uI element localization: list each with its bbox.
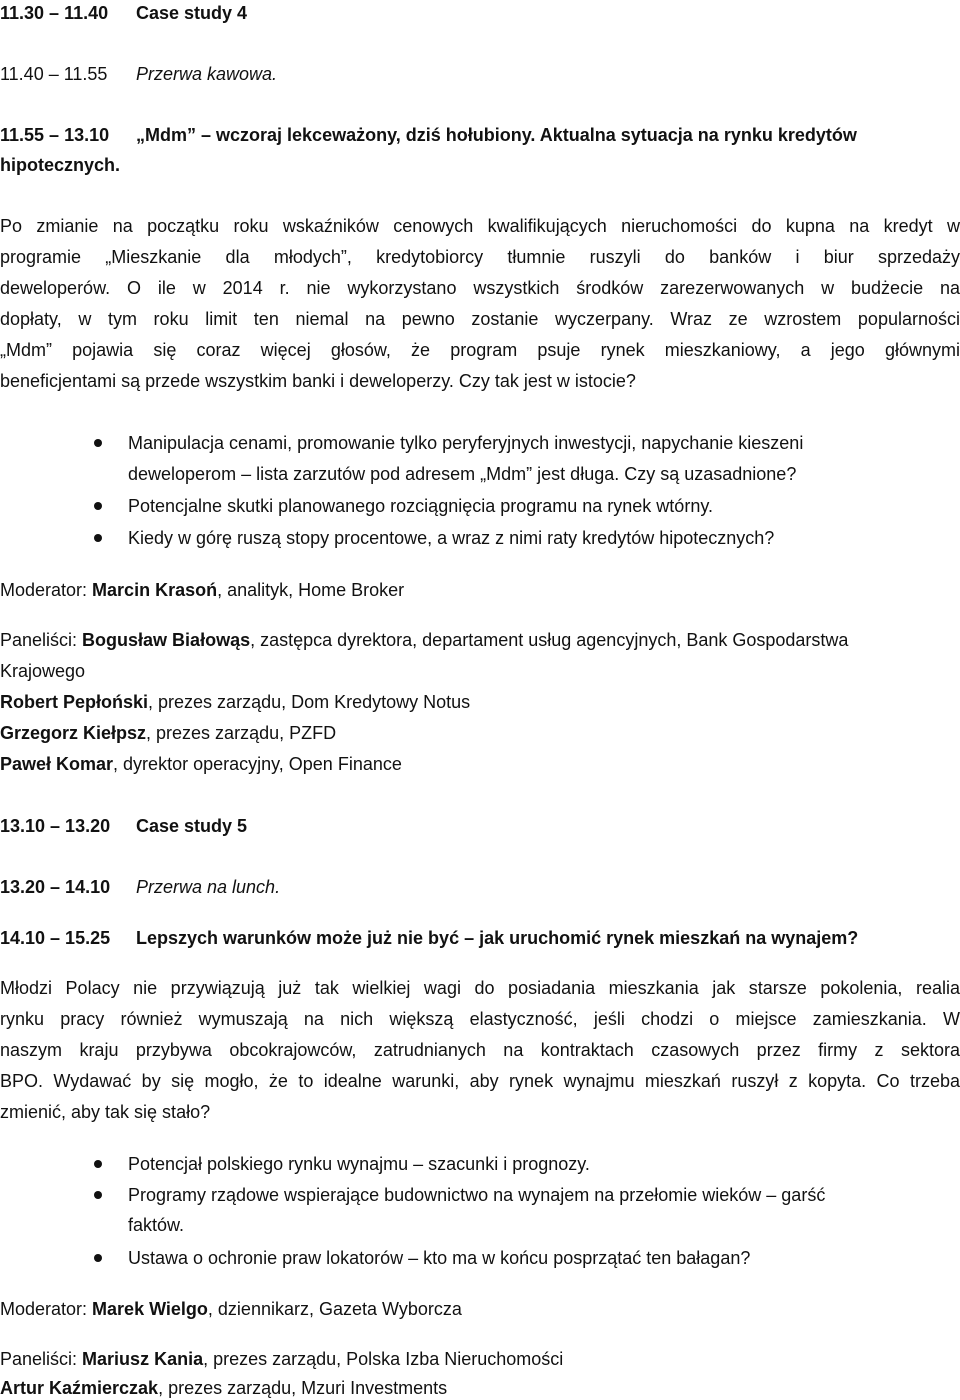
list-item-text: Manipulacja cenami, promowanie tylko peryferyjnych inwestycji, napychanie kieszeni <box>128 433 804 453</box>
bullet-icon <box>94 1191 102 1199</box>
list-item-text: faktów. <box>128 1215 185 1235</box>
panelists-label: Paneliści: <box>0 1349 83 1369</box>
list-item <box>0 431 960 455</box>
agenda-item-lunch-break <box>0 875 280 899</box>
moderator-role: , dziennikarz, Gazeta Wyborcza <box>207 1299 462 1319</box>
list-item <box>0 1152 960 1176</box>
panelist-line <box>0 721 336 745</box>
panelist-line <box>0 628 848 652</box>
paragraph-line: dopłaty, w tym roku limit ten niemal na pewno zostanie wyczerpany. Wraz ze wzrostem popularności <box>0 309 960 329</box>
agenda-title: Lepszych warunków może już nie być – jak uruchomić rynek mieszkań na wynajem? <box>136 928 859 948</box>
paragraph-line: rynku pracy również wymuszają na nich większą elastyczność, jeśli chodzi o miejsce zamieszkania. W <box>0 1009 960 1029</box>
paragraph-line: BPO. Wydawać by się mogło, że to idealne warunki, aby rynek wynajmu mieszkań ruszył z kopyta. Co trzeba <box>0 1071 960 1091</box>
agenda-time: 11.40 – 11.55 <box>0 64 108 84</box>
panelist-role: , zastępca dyrektora, departament usług agencyjnych, Bank Gospodarstwa <box>250 630 849 650</box>
agenda-title: „Mdm” – wczoraj lekceważony, dziś hołubiony. Aktualna sytuacja na rynku kredytów <box>136 125 857 145</box>
agenda-title-continuation: hipotecznych. <box>0 155 121 175</box>
agenda-title: Przerwa kawowa. <box>136 64 278 84</box>
list-item-text: Kiedy w górę ruszą stopy procentowe, a wraz z nimi raty kredytów hipotecznych? <box>128 528 775 548</box>
paragraph-line: Po zmianie na początku roku wskaźników cenowych kwalifikujących nieruchomości do kupna na kredyt w <box>0 216 960 236</box>
agenda-item-case-study-4 <box>0 1 247 25</box>
bullet-icon <box>94 439 102 447</box>
moderator-name: Marek Wielgo <box>92 1299 208 1319</box>
paragraph-line: „Mdm” pojawia się coraz więcej głosów, że program psuje rynek mieszkaniowy, a jego głównymi <box>0 340 960 360</box>
agenda-item-rental-market <box>0 926 858 950</box>
list-item <box>0 494 960 518</box>
panelist-line <box>0 752 402 776</box>
bullet-icon <box>94 534 102 542</box>
moderator-line <box>0 1297 462 1321</box>
list-item <box>0 1183 960 1207</box>
panelist-name: Robert Pepłoński <box>0 692 149 712</box>
agenda-time: 14.10 – 15.25 <box>0 928 111 948</box>
panelists-label: Paneliści: <box>0 630 83 650</box>
panelist-name: Mariusz Kania <box>82 1349 204 1369</box>
agenda-item-coffee-break <box>0 62 277 86</box>
panelist-name: Bogusław Białowąs <box>82 630 251 650</box>
list-item-text: Potencjał polskiego rynku wynajmu – szacunki i prognozy. <box>128 1154 590 1174</box>
paragraph-line: Młodzi Polacy nie przywiązują już tak wielkiej wagi do posiadania mieszkania jak starsze pokolenia, realia <box>0 978 960 998</box>
paragraph-line: zmienić, aby tak się stało? <box>0 1102 211 1122</box>
agenda-title: Przerwa na lunch. <box>136 877 281 897</box>
paragraph-line: deweloperów. O ile w 2014 r. nie wykorzystano wszystkich środków zarezerwowanych w budżecie na <box>0 278 960 298</box>
list-item <box>0 1246 960 1270</box>
agenda-item-mdm-title <box>0 123 857 147</box>
agenda-item-case-study-5 <box>0 814 247 838</box>
agenda-title: Case study 4 <box>136 3 248 23</box>
list-item-text: Programy rządowe wspierające budownictwo na wynajem na przełomie wieków – garść <box>128 1185 826 1205</box>
panelist-role: , prezes zarządu, PZFD <box>146 723 337 743</box>
list-item-continuation <box>0 462 960 486</box>
list-item-text: Potencjalne skutki planowanego rozciągnięcia programu na rynek wtórny. <box>128 496 713 516</box>
list-item <box>0 526 960 550</box>
panelist-name: Artur Kaźmierczak <box>0 1378 159 1398</box>
agenda-time: 13.20 – 14.10 <box>0 877 111 897</box>
panelist-line <box>0 1376 447 1400</box>
moderator-line <box>0 578 404 602</box>
panelist-role: , prezes zarządu, Polska Izba Nieruchomości <box>203 1349 564 1369</box>
agenda-title: Case study 5 <box>136 816 248 836</box>
paragraph-line: programie „Mieszkanie dla młodych”, kredytobiorcy tłumnie ruszyli do banków i biur sprzedaży <box>0 247 960 267</box>
paragraph-line: beneficjentami są przede wszystkim banki i deweloperzy. Czy tak jest w istocie? <box>0 371 636 391</box>
moderator-name: Marcin Krasoń <box>92 580 218 600</box>
panelist-line <box>0 1347 563 1371</box>
bullet-icon <box>94 1160 102 1168</box>
bullet-icon <box>94 502 102 510</box>
moderator-label: Moderator: <box>0 580 93 600</box>
panelist-name: Paweł Komar <box>0 754 114 774</box>
list-item-text: Ustawa o ochronie praw lokatorów – kto ma w końcu posprzątać ten bałagan? <box>128 1248 751 1268</box>
moderator-role: , analityk, Home Broker <box>217 580 405 600</box>
agenda-time: 11.55 – 13.10 <box>0 125 110 145</box>
agenda-time: 11.30 – 11.40 <box>0 3 109 23</box>
panelist-line <box>0 690 470 714</box>
panelist-name: Grzegorz Kiełpsz <box>0 723 147 743</box>
panelist-role: , dyrektor operacyjny, Open Finance <box>113 754 402 774</box>
list-item-continuation <box>0 1213 960 1237</box>
paragraph-line: naszym kraju przybywa obcokrajowców, zatrudnianych na kontraktach czasowych przez firmy z sektora <box>0 1040 960 1060</box>
panelist-role: , prezes zarządu, Mzuri Investments <box>158 1378 448 1398</box>
moderator-label: Moderator: <box>0 1299 93 1319</box>
list-item-text: deweloperom – lista zarzutów pod adresem „Mdm” jest długa. Czy są uzasadnione? <box>128 464 797 484</box>
panelist-role-continuation: Krajowego <box>0 661 86 681</box>
bullet-icon <box>94 1254 102 1262</box>
agenda-time: 13.10 – 13.20 <box>0 816 111 836</box>
panelist-role: , prezes zarządu, Dom Kredytowy Notus <box>148 692 471 712</box>
